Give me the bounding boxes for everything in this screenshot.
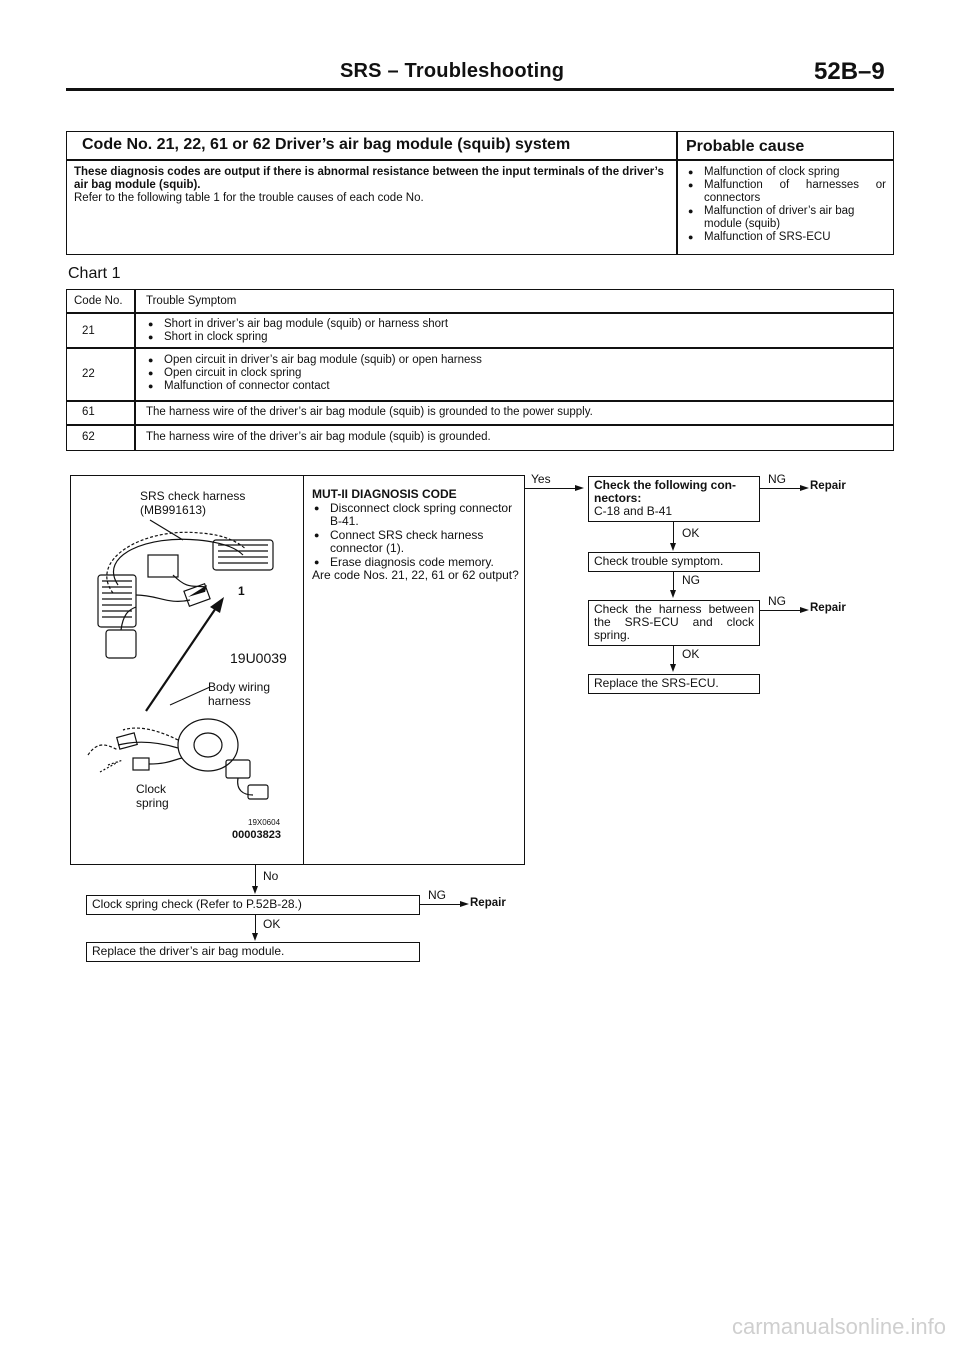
- cause-item: ● Malfunction of clock spring: [686, 166, 886, 179]
- flow-arrow: [800, 485, 809, 491]
- figure-code: 19U0039: [230, 650, 287, 666]
- chart1-header-symptom: Trouble Symptom: [146, 295, 237, 307]
- cause-item: ● Malfunction of SRS-ECU: [686, 231, 886, 244]
- clock-spring-check-box: Clock spring check (Refer to P.52B-28.): [86, 895, 420, 915]
- repair-label: Repair: [810, 602, 846, 614]
- body-wiring-line: harness: [208, 694, 251, 708]
- flow-line: [255, 865, 256, 887]
- description-line: air bag module (squib).: [74, 179, 201, 191]
- flow-line: [673, 572, 674, 592]
- chart1-symptom: The harness wire of the driver’s air bag module (squib) is grounded.: [146, 431, 491, 443]
- cause-item: ● Malfunction of driver’s air bag module (squib): [686, 205, 886, 231]
- flow-arrow: [575, 485, 584, 491]
- ng-label: NG: [682, 573, 700, 587]
- harness-label: [140, 489, 245, 517]
- code-box-divider: [676, 131, 678, 255]
- ok-label: OK: [682, 526, 700, 540]
- no-label: No: [263, 869, 279, 883]
- mut-heading: MUT-II DIAGNOSIS CODE: [312, 487, 457, 501]
- ng-label: NG: [768, 472, 786, 486]
- description-line: Refer to the following table 1 for the trouble causes of each code No.: [74, 192, 424, 204]
- flow-arrow: [252, 886, 258, 894]
- check-connectors-bold: Check the following con- nectors:: [594, 478, 737, 505]
- harness-label-line: SRS check harness: [140, 489, 246, 503]
- probable-cause-list: [686, 166, 886, 244]
- chart1-code: 62: [82, 431, 95, 443]
- check-connectors-box: [588, 476, 760, 522]
- clock-spring-line: spring: [136, 796, 169, 810]
- chart1-symptom: The harness wire of the driver’s air bag module (squib) is grounded to the power supply.: [146, 406, 593, 418]
- figure-code: 00003823: [232, 829, 281, 841]
- header-rule: [66, 88, 894, 91]
- chart-title: Chart 1: [68, 265, 121, 282]
- chart1-code: 22: [82, 368, 95, 380]
- mut-step: ● Erase diagnosis code memory.: [312, 556, 520, 570]
- flow-line: [525, 488, 577, 489]
- symptom-item: ● Short in clock spring: [146, 331, 448, 344]
- repair-label: Repair: [470, 897, 506, 909]
- watermark: carmanualsonline.info: [731, 1314, 946, 1339]
- mut-step: ● Connect SRS check harness connector (1).: [312, 529, 520, 556]
- replace-module-box: Replace the driver’s air bag module.: [86, 942, 420, 962]
- code-description: [74, 166, 674, 205]
- chart1-code: 21: [82, 325, 95, 337]
- chart1-symptom: [146, 354, 482, 393]
- description-line: These diagnosis codes are output if there is abnormal resistance between the input terminals of the driver’s: [74, 166, 664, 178]
- mut-question: Are code Nos. 21, 22, 61 or 62 output?: [312, 568, 519, 582]
- symptom-item: ● Short in driver’s air bag module (squib) or harness short: [146, 318, 448, 331]
- harness-label-line: (MB991613): [140, 503, 207, 517]
- page-title: SRS – Troubleshooting: [340, 60, 565, 82]
- body-wiring-line: Body wiring: [208, 680, 271, 694]
- check-harness-box: Check the harness between the SRS-ECU and clock spring.: [588, 600, 760, 646]
- chart1-symptom: [146, 318, 448, 344]
- clock-spring-line: Clock: [136, 782, 167, 796]
- repair-label: Repair: [810, 480, 846, 492]
- check-symptom-box: Check trouble symptom.: [588, 552, 760, 572]
- cause-item: ● Malfunction of harnesses or connectors: [686, 179, 886, 205]
- code-box-header-rule: [66, 159, 894, 161]
- yes-label: Yes: [531, 472, 551, 486]
- clock-spring-illustration: [78, 700, 278, 815]
- figure-procedure-divider: [303, 475, 304, 865]
- probable-cause-heading: Probable cause: [686, 138, 805, 155]
- chart1-header-code: Code No.: [74, 295, 123, 307]
- flow-arrow: [460, 901, 469, 907]
- mut-step: ● Disconnect clock spring connector B-41.: [312, 502, 520, 529]
- connector-number: 1: [238, 584, 245, 598]
- clock-spring-label: [136, 782, 169, 810]
- flow-line: [255, 915, 256, 935]
- ok-label: OK: [263, 917, 281, 931]
- chart1-row-rule: [66, 312, 894, 314]
- chart1-row-rule: [66, 424, 894, 426]
- ng-label: NG: [768, 594, 786, 608]
- page-number: 52B–9: [814, 58, 885, 85]
- flow-line: [673, 646, 674, 666]
- symptom-item: ● Open circuit in driver’s air bag module (squib) or open harness: [146, 354, 482, 367]
- chart1-row-rule: [66, 347, 894, 349]
- chart1-row-rule: [66, 400, 894, 402]
- flow-arrow: [800, 607, 809, 613]
- symptom-item: ● Open circuit in clock spring: [146, 367, 482, 380]
- chart1-code: 61: [82, 406, 95, 418]
- flow-arrow: [252, 933, 258, 941]
- figure-code: 19X0604: [248, 818, 281, 827]
- ok-label: OK: [682, 647, 700, 661]
- symptom-item: ● Malfunction of connector contact: [146, 380, 482, 393]
- replace-ecu-box: Replace the SRS-ECU.: [588, 674, 760, 694]
- flow-arrow: [670, 590, 676, 598]
- mut-procedure: [312, 488, 520, 583]
- ng-label: NG: [428, 888, 446, 902]
- flow-arrow: [670, 543, 676, 551]
- flow-arrow: [670, 664, 676, 672]
- code-heading: Code No. 21, 22, 61 or 62 Driver’s air bag module (squib) system: [82, 136, 571, 153]
- check-connectors-rest: C-18 and B-41: [594, 504, 673, 518]
